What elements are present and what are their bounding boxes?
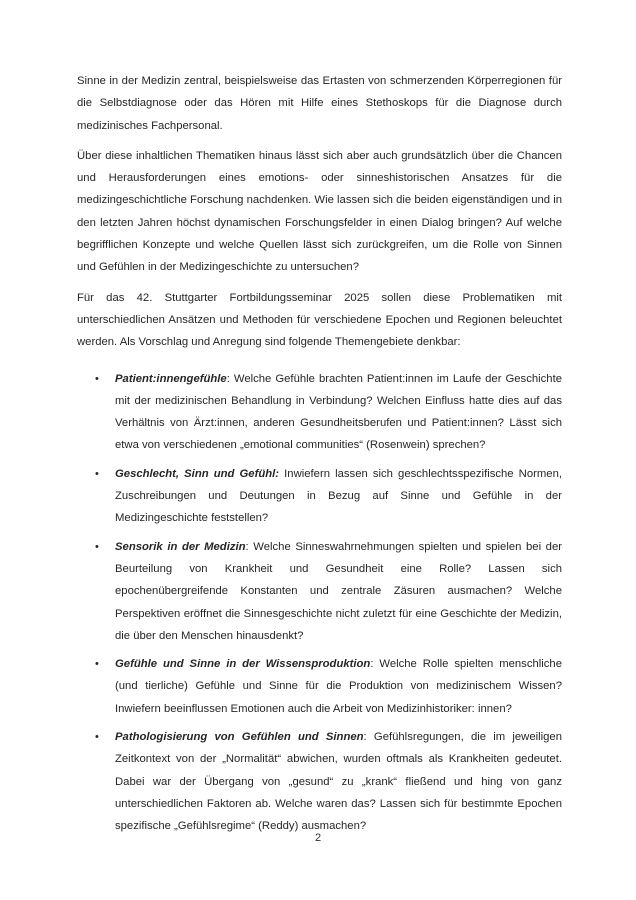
bullet-icon: • <box>95 467 99 480</box>
topic-item-knowledge-production <box>77 653 562 720</box>
topic-item-gender-sense-feeling <box>77 463 562 530</box>
topic-item-sensory-medicine <box>77 536 562 647</box>
paragraph-seminar-intro: Für das 42. Stuttgarter Fortbildungsseminar 2025 sollen diese Problematiken mit unterschiedlichen Ansätzen und Methoden für verschiedene Epochen und Regionen beleuchtet werden. Als Vorschlag und Anregung sind folgende Themengebiete denkbar: <box>77 291 562 349</box>
topic-list <box>77 368 562 838</box>
topic-separator: : <box>370 658 374 671</box>
paragraph-research-approach: Über diese inhaltlichen Thematiken hinaus lässt sich aber auch grundsätzlich über die Chancen und Herausforderungen eines emotions- oder sinneshistorischen Ansatzes für die medizingeschichtliche Forschung nachdenken. Wie lassen sich die beiden eigenständigen und in den letzten Jahren höchst dynamischen Forschungsfelder in einen Dialog bringen? Auf welche begrifflichen Konzepte und welche Quellen lässt sich zurückgreifen, um die Rolle von Sinnen und Gefühlen in der Medizingeschichte zu untersuchen? <box>77 149 562 274</box>
topic-separator: : <box>245 540 249 553</box>
topic-text: Inwiefern lassen sich geschlechtsspezifische Normen, Zuschreibungen und Deutungen in Bezug auf Sinne und Gefühle in der Medizingeschichte feststellen? <box>115 467 563 525</box>
topic-item-patient-feelings <box>77 368 562 457</box>
document-page <box>77 70 562 844</box>
topic-text: Welche Rolle spielten menschliche (und tierliche) Gefühle und Sinne für die Produktion von medizinischem Wissen? Inwiefern beeinflussen Emotionen auch die Arbeit von Medizinhistoriker: innen? <box>115 658 562 715</box>
topic-separator: : <box>226 372 230 385</box>
topic-title: Geschlecht, Sinn und Gefühl: <box>115 467 280 480</box>
page-number: 2 <box>314 832 322 844</box>
topic-title: Patient:innengefühle <box>115 372 227 385</box>
bullet-icon: • <box>95 372 99 385</box>
topic-text: Welche Gefühle brachten Patient:innen im Laufe der Geschichte mit der medizinischen Behandlung in Verbindung? Welchen Einfluss hatte dies auf das Verhältnis von Ärzt:innen, anderen Gesundheitsberufen und Patient:innen? Lässt sich etwa von verschiedenen „emotional communities“ (Rosenwein) sprechen? <box>115 372 562 452</box>
topic-text: Welche Sinneswahrnehmungen spielten und spielen bei der Beurteilung von Krankheit und Gesundheit eine Rolle? Lassen sich epochenübergreifende Konstanten und zentrale Zäsuren ausmachen? Welche Perspektiven eröffnet die Sinnesgeschichte nicht zuletzt für eine Geschichte der Medizin, die über den Menschen hinausdenkt? <box>115 540 562 642</box>
topic-title: Pathologisierung von Gefühlen und Sinnen <box>115 731 364 744</box>
bullet-icon: • <box>95 540 99 553</box>
bullet-icon: • <box>95 658 99 671</box>
topic-item-pathologization <box>77 726 562 837</box>
bullet-icon: • <box>95 731 99 744</box>
topic-title: Gefühle und Sinne in der Wissensproduktion <box>115 658 371 671</box>
paragraph-senses-in-medicine: Sinne in der Medizin zentral, beispielsweise das Ertasten von schmerzenden Körperregionen für die Selbstdiagnose oder das Hören mit Hilfe eines Stethoskops für die Diagnose durch medizinisches Fachpersonal. <box>77 75 562 132</box>
topic-title: Sensorik in der Medizin <box>115 540 246 553</box>
topic-text: Gefühlsregungen, die im jeweiligen Zeitkontext von der „Normalität“ abwichen, wurden oftmals als Krankheiten gedeutet. Dabei war der Übergang von „gesund“ zu „krank“ fließend und hing von ganz unterschiedlichen Faktoren ab. Welche waren das? Lassen sich für bestimmte Epochen spezifische „Gefühlsregime“ (Reddy) ausmachen? <box>115 731 562 833</box>
topic-separator: : <box>363 731 367 744</box>
